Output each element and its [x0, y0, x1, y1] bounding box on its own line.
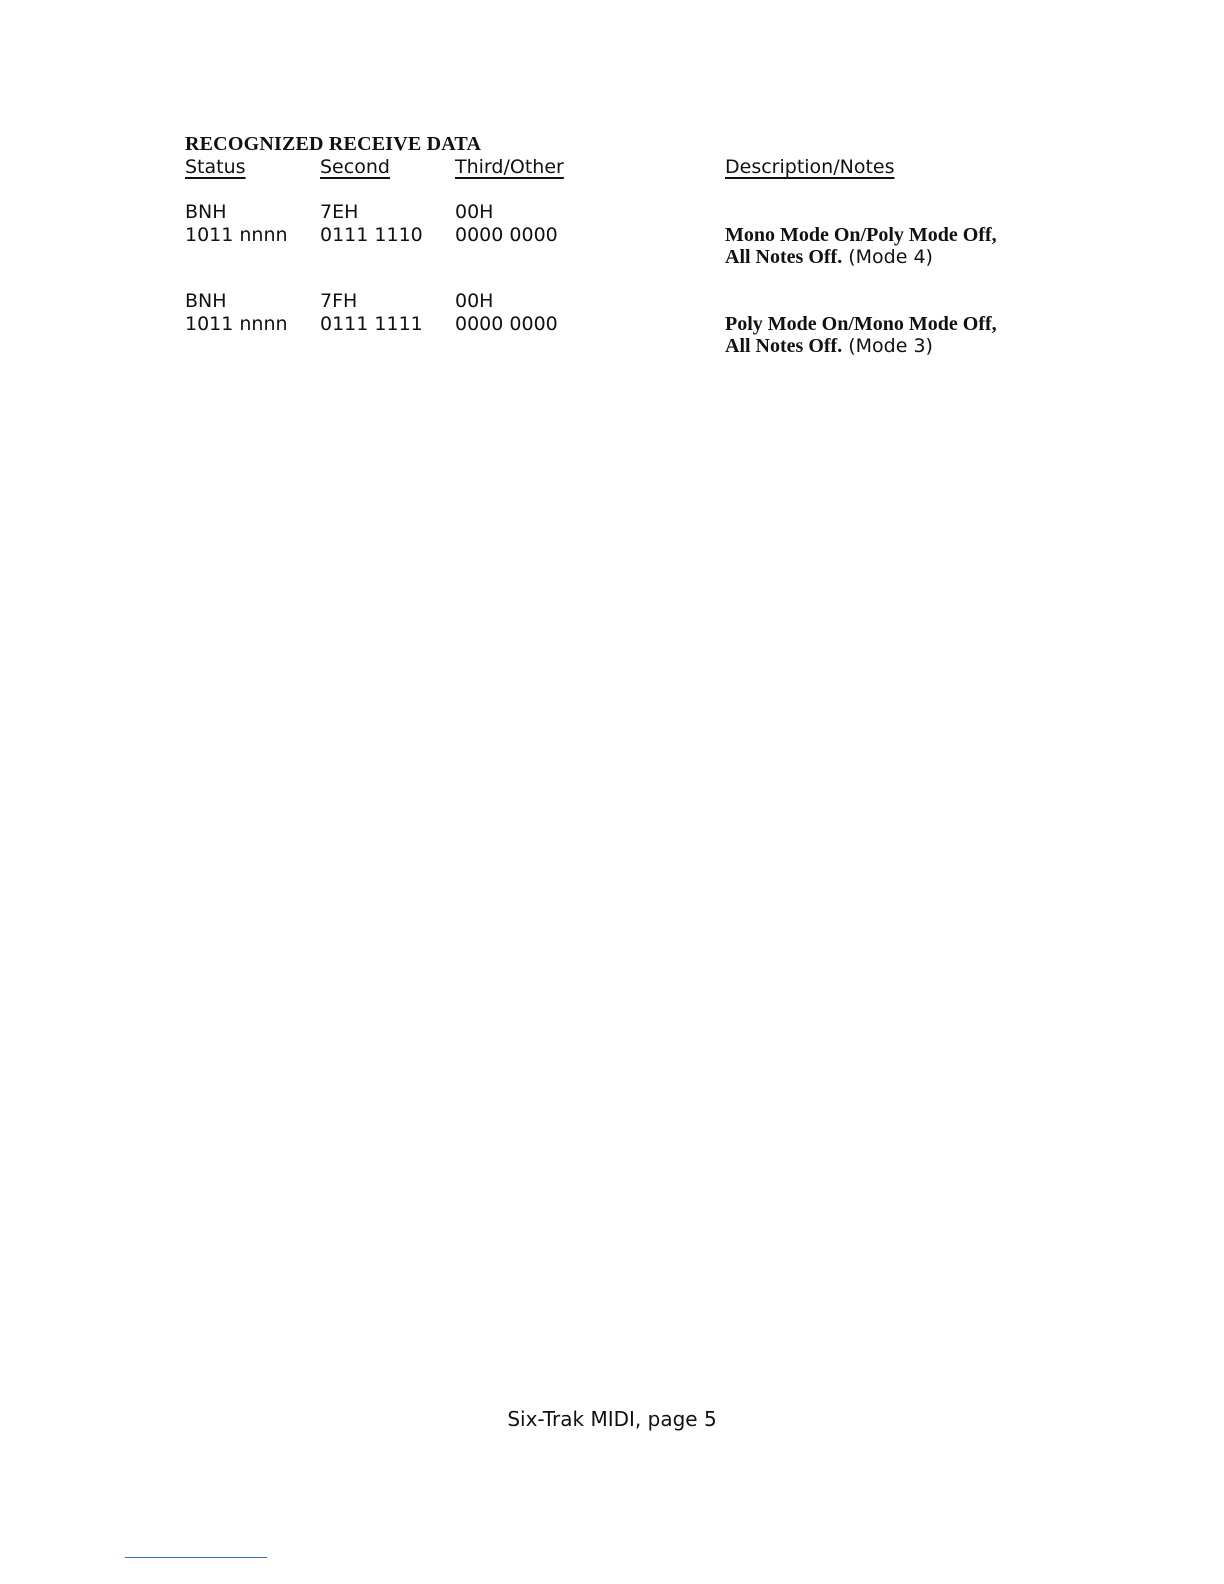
description-mode-note: (Mode 3)	[848, 335, 933, 357]
second-binary-cell: 0111 1110	[320, 224, 423, 246]
third-hex-cell: 00H	[455, 290, 494, 312]
description-bold-line: Mono Mode On/Poly Mode Off,	[725, 224, 997, 246]
description-bold-line: Poly Mode On/Mono Mode Off,	[725, 313, 997, 335]
page-footer: Six-Trak MIDI, page 5	[507, 1407, 717, 1431]
description-bold-text: All Notes Off.	[725, 335, 843, 357]
section-heading: RECOGNIZED RECEIVE DATA	[185, 133, 482, 155]
description-cell	[725, 224, 997, 268]
third-hex-cell: 00H	[455, 201, 494, 223]
description-cell	[725, 313, 997, 357]
column-header-third: Third/Other	[455, 156, 564, 178]
column-header-status: Status	[185, 156, 246, 178]
description-mode-note: (Mode 4)	[848, 246, 933, 268]
third-binary-cell: 0000 0000	[455, 224, 558, 246]
column-header-second: Second	[320, 156, 390, 178]
description-bold-text: All Notes Off.	[725, 246, 843, 268]
second-hex-cell: 7EH	[320, 201, 359, 223]
column-header-description: Description/Notes	[725, 156, 895, 178]
third-binary-cell: 0000 0000	[455, 313, 558, 335]
status-hex-cell: BNH	[185, 290, 227, 312]
second-hex-cell: 7FH	[320, 290, 358, 312]
status-binary-cell: 1011 nnnn	[185, 313, 288, 335]
status-hex-cell: BNH	[185, 201, 227, 223]
status-binary-cell: 1011 nnnn	[185, 224, 288, 246]
footer-divider	[125, 1557, 267, 1558]
second-binary-cell: 0111 1111	[320, 313, 423, 335]
